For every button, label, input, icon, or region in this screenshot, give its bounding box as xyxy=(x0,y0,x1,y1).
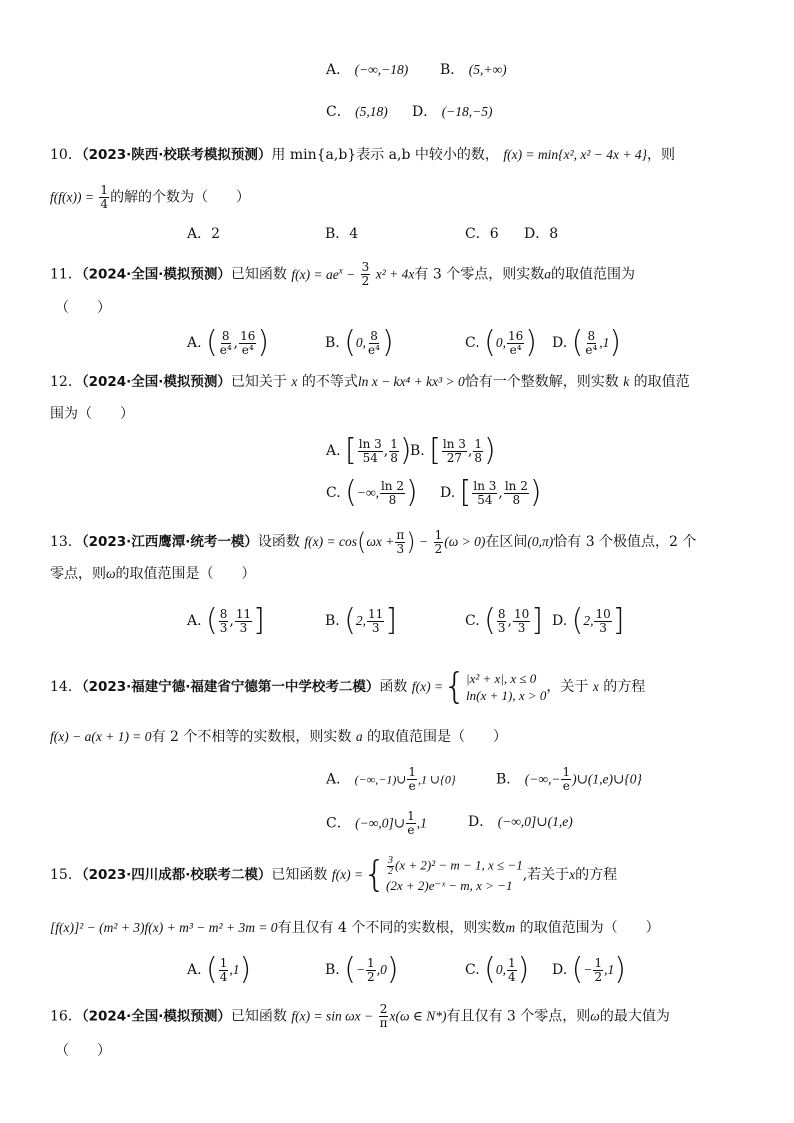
q13-option-a[interactable]: A. ( $\frac{8}{3}$ , $\frac{11}{3}$ ] xyxy=(187,603,265,638)
option-label: D. xyxy=(552,335,568,351)
stem-text: 已知关于 xyxy=(230,374,287,390)
q10-stem xyxy=(50,145,675,165)
option-text: B．4 xyxy=(325,226,359,242)
option-label: D. xyxy=(552,962,568,978)
q12-option-a[interactable]: A. [ $\frac{\ln 3}{54}$ , $\frac{1}{8}$ ) xyxy=(326,433,412,468)
option-label: C. xyxy=(326,485,341,501)
option-label: D. xyxy=(440,485,456,501)
q11-answer-paren: （ ） xyxy=(55,300,111,316)
q10-option-b[interactable] xyxy=(325,224,358,244)
math-var: x xyxy=(291,374,298,389)
math-var: x xyxy=(569,867,576,882)
option-text: A．2 xyxy=(187,226,221,242)
q11-option-b[interactable]: B. (0, $\frac{8}{\text{e⁴}}$ ) xyxy=(325,325,394,360)
stem-text: ，则 xyxy=(647,147,676,163)
q11-option-c[interactable]: C. (0, $\frac{16}{\text{e⁴}}$ ) xyxy=(465,325,537,360)
math-var: a xyxy=(355,729,363,744)
option-label: B. xyxy=(325,613,340,629)
q15-stem-line2 xyxy=(50,918,660,938)
stem-text: 已知函数 xyxy=(230,266,287,283)
math-expression: x(ω ∈ N*) xyxy=(389,1008,447,1024)
option-value: (−18,−5) xyxy=(441,104,493,119)
question-number: 12． xyxy=(50,374,82,390)
question-number: 11． xyxy=(50,266,82,283)
stem-text: ，关于 xyxy=(546,679,589,695)
stem-text: 已知函数 xyxy=(230,1008,287,1025)
math-expression: f(x) − a(x + 1) = 0 xyxy=(50,729,152,744)
q14-option-b[interactable]: B． (−∞,− $\frac{1}{e}$ )∪(1,e)∪{0} xyxy=(496,765,642,793)
stem-text: 在区间 xyxy=(485,534,528,550)
stem-text: 的不等式 xyxy=(301,374,358,390)
q10-option-a[interactable] xyxy=(187,224,220,244)
math-expression: f(x) = min{x², x² − 4x + 4} xyxy=(503,147,648,162)
option-text: C．6 xyxy=(465,226,499,242)
q10-option-c[interactable] xyxy=(465,224,499,244)
stem-text: 的取值范 xyxy=(633,374,690,390)
question-number: 16． xyxy=(50,1008,82,1025)
option-label: C． xyxy=(326,104,351,120)
q14-stem-line2 xyxy=(50,727,507,747)
q13-option-b[interactable]: B. (2, $\frac{11}{3}$ ] xyxy=(325,603,398,638)
stem-text: 已知函数 xyxy=(271,867,328,883)
q15-option-c[interactable]: C. (0, $\frac{1}{4}$ ) xyxy=(465,952,530,987)
stem-text: 有 3 个零点，则实数 xyxy=(414,266,545,283)
q12-option-b[interactable]: B. [ $\frac{\ln 3}{27}$ , $\frac{1}{8}$ ) xyxy=(410,433,496,468)
q15-option-a[interactable]: A. ( $\frac{1}{4}$ ,1) xyxy=(187,952,252,987)
option-value: (5,+∞) xyxy=(468,62,507,77)
stem-text: 零点，则 xyxy=(50,566,106,582)
question-source: （2024·全国·模拟预测） xyxy=(81,374,231,390)
q16-answer-paren: （ ） xyxy=(55,1043,111,1059)
q12-stem-line2: 围为（ ） xyxy=(50,406,134,422)
fraction: $\frac{1}{4}$ xyxy=(100,183,109,211)
q15-option-b[interactable]: B. (− $\frac{1}{2}$ ,0) xyxy=(325,952,399,987)
q11-option-a[interactable]: A. ( $\frac{8}{\text{e⁴}}$ , $\frac{16}{\text{e⁴}}$ ) xyxy=(187,325,270,360)
math-var: k xyxy=(623,374,630,389)
q14-option-c[interactable]: C． (−∞,0]∪ $\frac{1}{e}$ ,1 xyxy=(326,809,427,837)
q9-option-c[interactable] xyxy=(326,102,388,122)
stem-text: 恰有 3 个极值点，2 个 xyxy=(553,534,697,550)
option-label: B. xyxy=(325,962,340,978)
stem-text: 的最大值为 xyxy=(599,1008,670,1025)
option-label: D． xyxy=(412,104,438,120)
question-number: 15． xyxy=(50,867,82,883)
q10-stem-line2 xyxy=(50,184,250,211)
math-var: x xyxy=(592,679,599,694)
q10-option-d[interactable] xyxy=(524,224,558,244)
stem-text: 有且仅有 3 个零点，则 xyxy=(446,1008,591,1025)
q12-stem xyxy=(50,372,690,392)
stem-text: 的取值范围是（ ） xyxy=(367,729,508,745)
question-number: 10． xyxy=(50,147,82,163)
stem-text: 函数 xyxy=(379,679,408,695)
option-label: C. xyxy=(465,335,480,351)
option-label: B． xyxy=(496,771,521,788)
question-source: （2023·陕西·校联考模拟预测） xyxy=(81,147,272,163)
math-expression: x² + 4x xyxy=(375,266,415,282)
option-label: C. xyxy=(465,962,480,978)
option-label: A. xyxy=(326,443,341,459)
q14-stem xyxy=(50,667,645,707)
q13-stem-line2 xyxy=(50,564,256,584)
question-number: 13． xyxy=(50,534,82,550)
q12-option-c[interactable]: C. (−∞, $\frac{\ln 2}{8}$ ) xyxy=(326,475,418,510)
q11-stem xyxy=(50,260,635,288)
math-var: ω xyxy=(590,1008,600,1024)
q15-option-d[interactable]: D. (− $\frac{1}{2}$ ,1) xyxy=(552,952,626,987)
option-label: A． xyxy=(326,771,351,788)
math-expression: f(x) = cos xyxy=(304,534,357,549)
q16-stem: 16．（2024·全国·模拟预测）已知函数 f(x) = sin ωx − $\frac{2}{\pi}$ x(ω ∈ N*)有且仅有 3 个零点，则ω的最大值为 xyxy=(50,1002,670,1030)
question-source: （2024·全国·模拟预测） xyxy=(81,266,231,283)
stem-text: 的方程 xyxy=(603,679,646,695)
q9-option-d[interactable] xyxy=(412,102,493,122)
stem-text: 的取值范围为（ ） xyxy=(519,920,660,936)
q14-option-d[interactable]: D． (−∞,0]∪(1,e) xyxy=(468,814,573,830)
question-source: （2024·全国·模拟预测） xyxy=(81,1008,231,1025)
q14-option-a[interactable]: A． (−∞,−1)∪ $\frac{1}{e}$ ,1 ∪{0} xyxy=(326,765,456,793)
option-label: B． xyxy=(440,62,465,78)
option-label: A. xyxy=(187,962,202,978)
stem-text: 的取值范围为 xyxy=(550,266,635,283)
stem-text: 用 min{a,b}表示 a,b 中较小的数， xyxy=(271,147,499,163)
math-var: ω xyxy=(106,566,116,581)
stem-text: 有 2 个不相等的实数根，则实数 xyxy=(151,729,352,745)
math-expression: ln x − kx⁴ + kx³ > 0 xyxy=(357,374,465,389)
stem-text: 有且仅有 4 个不同的实数根，则实数 xyxy=(277,920,506,936)
option-label: B. xyxy=(410,443,425,459)
option-label: D. xyxy=(552,613,568,629)
q11-option-d[interactable]: D. ( $\frac{8}{\text{e⁴}}$ ,1) xyxy=(552,325,622,360)
q13-option-d[interactable]: D. (2, $\frac{10}{3}$ ] xyxy=(552,603,625,638)
option-label: A． xyxy=(326,62,351,78)
question-source: （2023·江西鹰潭·统考一模） xyxy=(81,534,258,550)
q12-option-d[interactable]: D. [ $\frac{\ln 3}{54}$ , $\frac{\ln 2}{8}$ ) xyxy=(440,475,542,510)
math-var: m xyxy=(505,920,516,935)
stem-text: 设函数 xyxy=(257,534,300,550)
piecewise-function: f(x) = { $\frac{3}{2}$ (x + 2)² − m − 1, x ≤ −1 (2x + 2)e⁻ˣ − m, x > −1 xyxy=(331,854,523,895)
math-expression: $f(x) = ae^x$ − xyxy=(291,265,356,282)
math-var: a xyxy=(544,266,551,282)
piecewise-function: f(x) = { |x² + x|, x ≤ 0 ln(x + 1), x > 0 xyxy=(411,666,547,707)
fraction: $\frac{3}{2}$ xyxy=(361,260,370,288)
math-expression: f(x) = sin ωx − xyxy=(291,1008,374,1024)
stem-text: 恰有一个整数解，则实数 xyxy=(464,374,619,390)
math-expression: [f(x)]² − (m² + 3)f(x) + m³ − m² + 3m = 0 xyxy=(50,920,278,935)
option-label: A. xyxy=(187,335,202,351)
question-source: （2023·四川成都·校联考二模） xyxy=(81,867,272,883)
option-label: C. xyxy=(465,613,480,629)
q9-option-b[interactable] xyxy=(440,60,507,80)
q15-stem xyxy=(50,855,617,895)
stem-text: 的解的个数为（ ） xyxy=(110,189,251,206)
q13-option-c[interactable]: C. ( $\frac{8}{3}$ , $\frac{10}{3}$ ] xyxy=(465,603,543,638)
stem-text: 的取值范围是（ ） xyxy=(115,566,256,582)
option-text: D．8 xyxy=(524,226,559,242)
stem-text: ,若关于 xyxy=(522,867,570,883)
question-number: 14． xyxy=(50,679,82,695)
option-value: (−∞,−18) xyxy=(354,62,409,77)
math-expression: f(f(x)) = xyxy=(50,189,94,205)
stem-text: 的方程 xyxy=(575,867,618,883)
option-label: C． xyxy=(326,815,351,832)
option-label: D． xyxy=(468,814,494,830)
option-value: (5,18) xyxy=(355,104,388,119)
q9-option-a[interactable] xyxy=(326,60,408,80)
option-label: B. xyxy=(325,335,340,351)
q13-stem: 13．（2023·江西鹰潭·统考一模）设函数 f(x) = cos(ωx + $\frac{\pi}{3}$ ) − $\frac{1}{2}$ (ω > 0)在区间(0,π)恰有 3 个极值点，2 个 xyxy=(50,527,697,556)
question-source: （2023·福建宁德·福建省宁德第一中学校考二模） xyxy=(81,679,380,695)
option-label: A. xyxy=(187,613,202,629)
